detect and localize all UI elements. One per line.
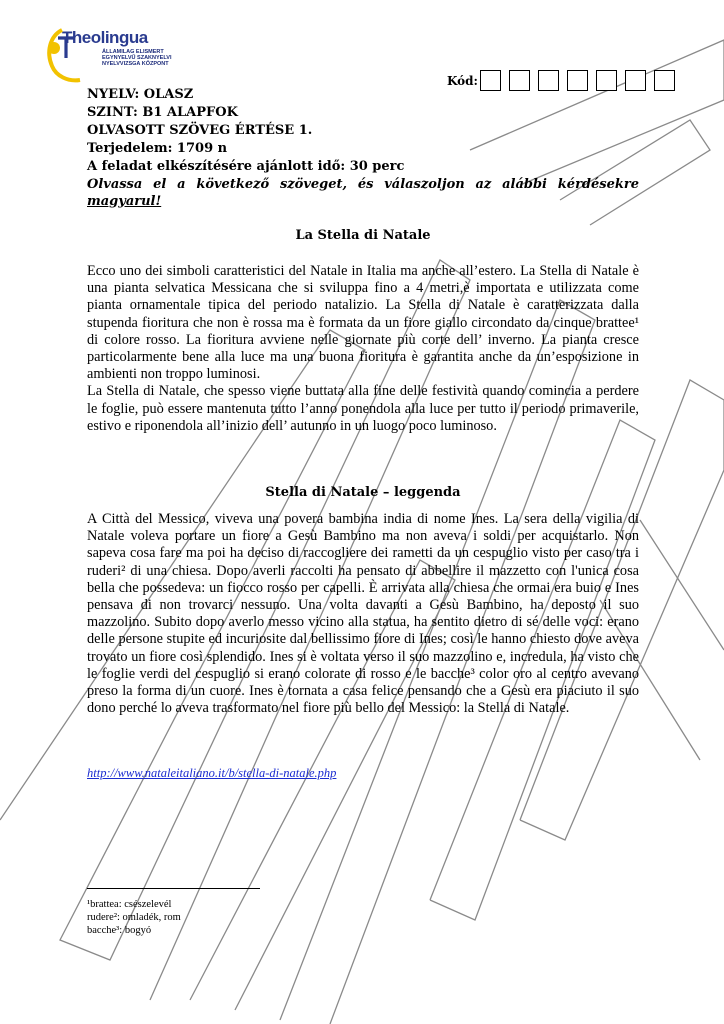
- code-label: Kód:: [447, 74, 478, 88]
- section-title-1: La Stella di Natale: [295, 228, 431, 243]
- header-level: SZINT: B1 ALAPFOK: [87, 105, 238, 120]
- source-link[interactable]: http://www.nataleitaliano.it/b/stella-di-natale.php: [87, 766, 337, 780]
- footnotes: [87, 898, 181, 937]
- logo-subtitle-line: ÁLLAMILAG ELISMERT: [102, 49, 164, 55]
- header-task: OLVASOTT SZÖVEG ÉRTÉSE 1.: [87, 123, 313, 138]
- section-1-paragraph-2: La Stella di Natale, che spesso viene buttata alla fine delle festività quando comincia a perdere le foglie, può essere mantenuta tutto l’anno ponendola alla luce per tutto il periodo primaverile, estivo e riponendola all’inizio dell’ autunno in un luogo poco luminoso.: [87, 383, 639, 434]
- instruction: [87, 176, 639, 210]
- section-1-text: [87, 263, 639, 435]
- theolingua-logo: [40, 26, 160, 86]
- header-length: Terjedelem: 1709 n: [87, 141, 228, 156]
- section-2-text: [87, 511, 639, 717]
- document-content: [87, 86, 639, 780]
- section-2-paragraph-1: A Città del Messico, viveva una povera bambina india di nome Ines. La sera della vigilia di Natale voleva portare un fiore a Gesù Bambino ma non aveva i soldi per acquistarlo. Non sapeva cosa fare ma poi ha deciso di raccogliere dei rametti da un cespuglio visto per caso tra i ruderi² di una chiesa. Dopo averli raccolti ha pensato di abbellire il mazzetto con l'unica cosa bella che possedeva: un fiocco rosso per capelli. È arrivata alla chiesa che ormai era buio e Ines pensava di non trovarci nessuno. Una volta davanti a Gesù Bambino, ha deposto il suo mazzolino. Subito dopo averlo messo vicino alla statua, ha sentito dietro di sé delle voci: erano delle persone stupite ed incuriosite dal bellissimo fiore di Ines; così le hanno chiesto dove aveva trovato un fiore così splendido. Ines si è voltata verso il suo mazzolino e, incredula, ha visto che le foglie verdi del cespuglio si erano colorate di rosso e le bacche³ color oro al centro avevano preso la forma di un cuore. Ines è tornata a casa felice pensando che a Gesù era piaciuto il suo dono perché lo aveva trasformato nel fiore più bello del Messico: la Stella di Natale.: [87, 511, 639, 717]
- instruction-main: Olvassa el a következő szöveget, és válaszoljon az alábbi kérdésekre: [87, 177, 639, 192]
- header-time: A feladat elkészítésére ajánlott idő: 30 perc: [87, 159, 405, 174]
- code-box[interactable]: [654, 70, 675, 91]
- footnote-2: rudere²: omladék, rom: [87, 912, 181, 923]
- instruction-underlined: magyarul!: [87, 194, 162, 209]
- section-title-2: Stella di Natale – leggenda: [265, 485, 461, 500]
- footnote-3: bacche³: bogyó: [87, 925, 152, 936]
- footnote-divider: [87, 888, 260, 889]
- logo-subtitle-line: EGYNYELVŰ SZAKNYELVI: [102, 55, 172, 62]
- exam-header: [87, 86, 639, 210]
- section-1-paragraph-1: Ecco uno dei simboli caratteristici del Natale in Italia ma anche all’estero. La Stella di Natale è una pianta selvatica Messicana che si sviluppa fino a 4 metri,è importata e utilizzata come pianta ornamentale tipica del periodo natalizio. La Stella di Natale è caratterizzata dalla stupenda fioritura che non è rossa ma è formata da un fiore giallo circondato da cinque brattee¹ di colore rosso. La fioritura avviene nelle giornate più corte dell’ inverno. La pianta cresce particolarmente bene alla luce ma una buona fioritura è garantita anche da un’esposizione in ambienti non troppo luminosi.: [87, 263, 639, 383]
- logo-subtitle-line: NYELVVIZSGA KÖZPONT: [102, 61, 169, 68]
- header-language: NYELV: OLASZ: [87, 87, 194, 102]
- logo-swoosh-icon: [40, 26, 160, 86]
- footnote-1: ¹brattea: csészelevél: [87, 899, 172, 910]
- logo-brand-text: Theolingua: [62, 28, 148, 47]
